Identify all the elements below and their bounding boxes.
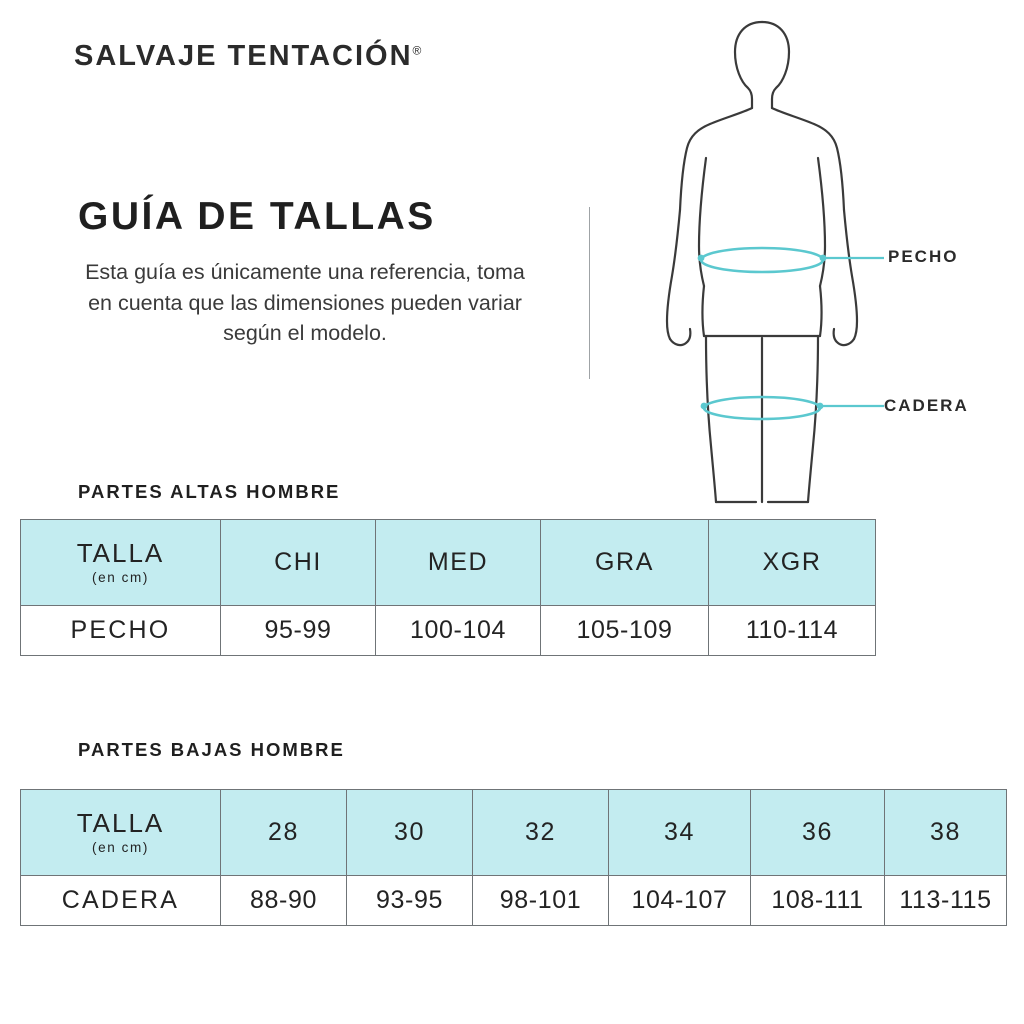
intro-block — [60, 195, 550, 349]
header-size-gra: GRA — [541, 520, 709, 606]
header-size-med: MED — [376, 520, 541, 606]
registered-mark-icon: ® — [412, 43, 422, 58]
brand-name: SALVAJE TENTACIÓN — [74, 40, 413, 72]
page-title: GUÍA DE TALLAS — [78, 195, 436, 238]
cell-pecho-xgr: 110-114 — [709, 606, 876, 656]
body-outline-icon — [612, 8, 912, 528]
header-talla-upper — [21, 520, 221, 606]
header-size-28: 28 — [221, 790, 347, 876]
header-talla-upper-sub: (en cm) — [92, 569, 149, 585]
header-size-xgr: XGR — [709, 520, 876, 606]
section-title-upper: PARTES ALTAS HOMBRE — [78, 481, 341, 502]
label-chest: PECHO — [888, 247, 959, 266]
cell-cadera-34: 104-107 — [609, 876, 751, 926]
cell-cadera-30: 93-95 — [347, 876, 473, 926]
header-size-38: 38 — [885, 790, 1007, 876]
cell-cadera-28: 88-90 — [221, 876, 347, 926]
header-talla-lower-label: TALLA — [76, 808, 165, 839]
header-size-36: 36 — [751, 790, 885, 876]
brand-logo — [74, 40, 421, 73]
table-row-header-upper — [21, 520, 876, 606]
table-lower-body — [20, 789, 1007, 926]
cell-cadera-36: 108-111 — [751, 876, 885, 926]
intro-paragraph: Esta guía es únicamente una referencia, toma en cuenta que las dimensiones pueden variar según el modelo. — [85, 260, 525, 346]
header-size-30: 30 — [347, 790, 473, 876]
label-hip: CADERA — [884, 396, 969, 415]
cell-pecho-chi: 95-99 — [221, 606, 376, 656]
cell-pecho-med: 100-104 — [376, 606, 541, 656]
male-body-illustration — [612, 8, 912, 528]
header-talla-lower-sub: (en cm) — [92, 839, 149, 855]
cell-cadera-32: 98-101 — [473, 876, 609, 926]
table-upper-body — [20, 519, 876, 656]
header-talla-lower — [21, 790, 221, 876]
vertical-divider — [589, 207, 590, 379]
cell-pecho-gra: 105-109 — [541, 606, 709, 656]
row-label-pecho: PECHO — [21, 606, 221, 656]
header-size-34: 34 — [609, 790, 751, 876]
table-row-header-lower — [21, 790, 1007, 876]
table-row — [21, 876, 1007, 926]
header-talla-upper-label: TALLA — [76, 538, 165, 569]
header-size-32: 32 — [473, 790, 609, 876]
header-size-chi: CHI — [221, 520, 376, 606]
table-row — [21, 606, 876, 656]
row-label-cadera: CADERA — [21, 876, 221, 926]
section-title-lower: PARTES BAJAS HOMBRE — [78, 739, 345, 760]
cell-cadera-38: 113-115 — [885, 876, 1007, 926]
